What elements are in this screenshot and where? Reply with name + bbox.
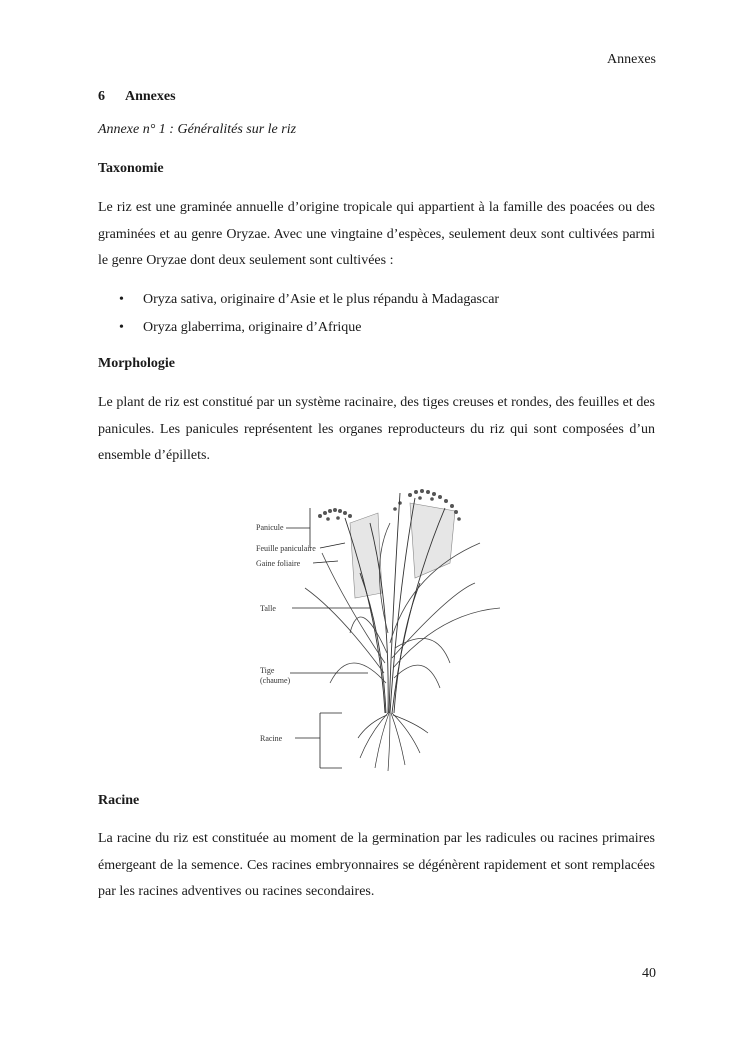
section-heading <box>98 89 176 105</box>
section-title: Annexes <box>125 89 176 104</box>
label-tige: Tige <box>260 666 275 675</box>
taxonomie-paragraph: Le riz est une graminée annuelle d’origine tropicale qui appartient à la famille des poacées ou des graminées et au genre Oryzae. Avec une vingtaine d’espèces, seulement deux sont cultivées parmi le genre Oryzae dont deux seulement sont cultivées : <box>98 200 655 268</box>
label-gaine-foliaire: Gaine foliaire <box>256 559 301 568</box>
label-racine: Racine <box>260 734 283 743</box>
rice-plant-illustration <box>250 483 510 773</box>
racine-heading: Racine <box>98 793 140 808</box>
running-head: Annexes <box>607 52 656 67</box>
label-chaume: (chaume) <box>260 676 291 685</box>
morphologie-heading: Morphologie <box>98 356 175 371</box>
taxonomie-heading: Taxonomie <box>98 161 164 176</box>
section-number: 6 <box>98 89 105 104</box>
label-feuille-paniculaire: Feuille paniculaire <box>256 544 316 553</box>
annex-title: Annexe n° 1 : Généralités sur le riz <box>98 122 297 137</box>
bullet-icon: • <box>119 320 124 335</box>
rice-plant-figure <box>250 483 510 773</box>
list-item: • Oryza glaberrima, originaire d’Afrique <box>98 318 655 346</box>
morphologie-paragraph: Le plant de riz est constitué par un système racinaire, des tiges creuses et rondes, des feuilles et des panicules. Les panicules représentent les organes reproducteurs du riz qui sont composées d’un ensemble d’épillets. <box>98 395 655 463</box>
page-number: 40 <box>642 966 656 981</box>
label-panicule: Panicule <box>256 523 284 532</box>
list-item: • Oryza sativa, originaire d’Asie et le plus répandu à Madagascar <box>98 290 655 318</box>
label-talle: Talle <box>260 604 276 613</box>
bullet-icon: • <box>119 292 124 307</box>
species-list <box>98 290 655 346</box>
racine-paragraph: La racine du riz est constituée au moment de la germination par les radicules ou racines primaires émergeant de la semence. Ces racines embryonnaires se dégénèrent rapidement et sont remplacées par les racines adventives ou racines secondaires. <box>98 831 655 899</box>
